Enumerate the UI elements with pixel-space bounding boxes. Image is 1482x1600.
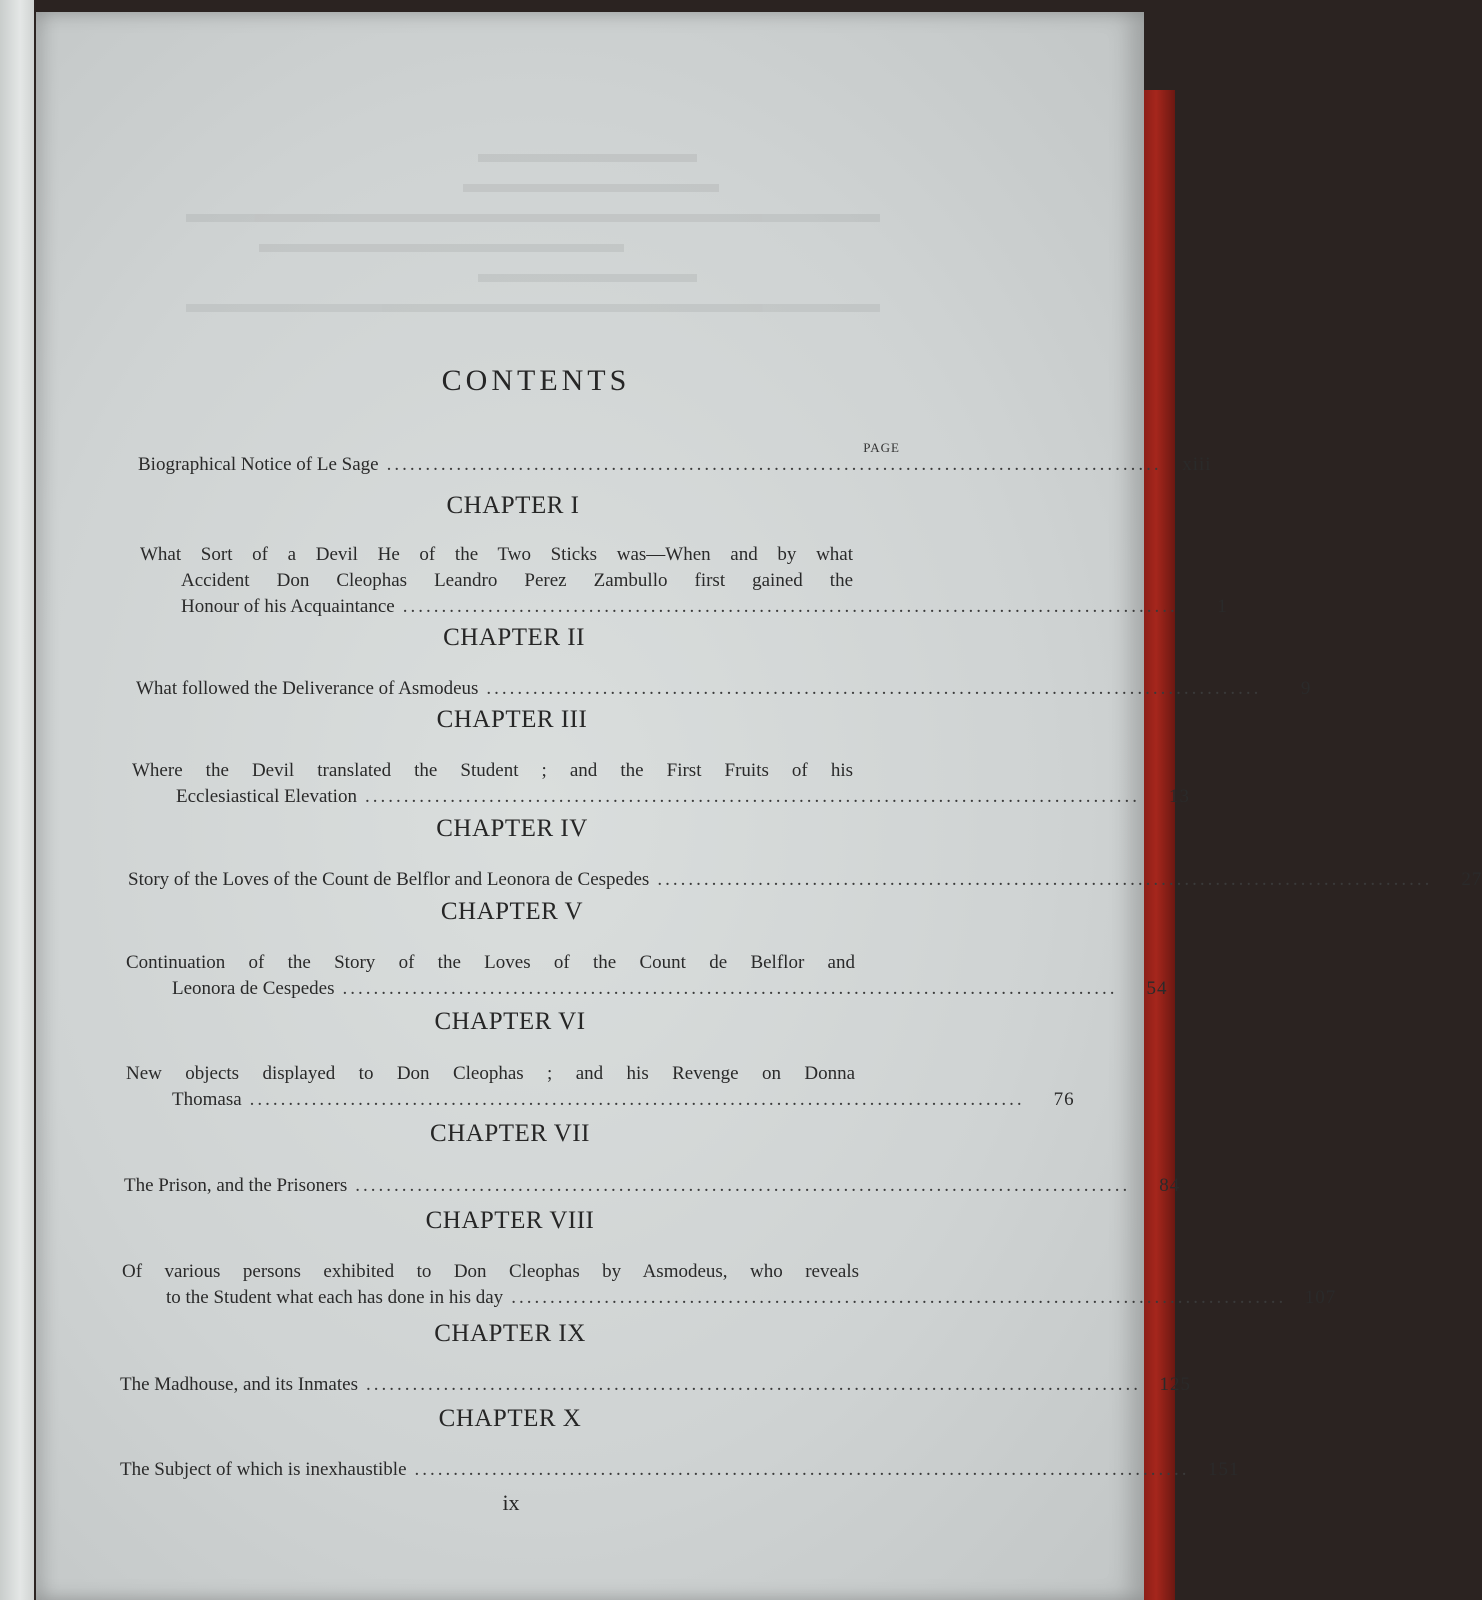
toc-entry-page: 151 — [1208, 1459, 1240, 1480]
page-title: CONTENTS — [441, 364, 631, 397]
leader-dots: .................................................................................................... — [657, 869, 1433, 890]
toc-entry-title: Leonora de Cespedes — [172, 978, 335, 999]
leader-dots: .................................................................................................... — [249, 1089, 1025, 1110]
chapter-heading: CHAPTER I — [446, 492, 580, 519]
leader-dots: .................................................................................................... — [365, 1374, 1141, 1395]
toc-entry-page: 9 — [1300, 678, 1312, 699]
page-column-label: PAGE — [863, 440, 900, 455]
facing-page-edge — [0, 0, 34, 1600]
toc-entry-title: to the Student what each has done in his day — [166, 1287, 504, 1308]
toc-entry-title: Honour of his Acquaintance — [181, 596, 395, 617]
toc-entry-title: Biographical Notice of Le Sage — [138, 454, 379, 475]
leader-dots: .................................................................................................... — [364, 786, 1140, 807]
toc-entry-line: Continuation of the Story of the Loves of the Count de Belflor and — [126, 952, 855, 973]
toc-entry-page: xiii — [1182, 454, 1212, 475]
contents-body — [36, 12, 1482, 1600]
chapter-heading: CHAPTER V — [440, 898, 584, 925]
chapter-heading: CHAPTER III — [436, 706, 588, 733]
toc-entry-line: Accident Don Cleophas Leandro Perez Zambullo first gained the — [181, 570, 853, 591]
leader-dots: .................................................................................................... — [486, 678, 1262, 699]
leader-dots: .................................................................................................... — [386, 454, 1162, 475]
leader-dots: .................................................................................................... — [402, 596, 1178, 617]
toc-entry-page: 84 — [1159, 1175, 1181, 1196]
chapter-heading: CHAPTER IV — [436, 815, 588, 842]
leader-dots: .................................................................................................... — [414, 1459, 1190, 1480]
toc-entry-line: Where the Devil translated the Student ; and the First Fruits of his — [132, 760, 853, 781]
toc-entry[interactable] — [172, 1087, 1075, 1113]
toc-entry-title: Ecclesiastical Elevation — [176, 786, 357, 807]
chapter-heading: CHAPTER IX — [434, 1320, 586, 1347]
chapter-heading: CHAPTER VII — [430, 1120, 590, 1147]
toc-entry[interactable] — [138, 452, 1212, 478]
contents-page — [36, 12, 1482, 1600]
toc-entry[interactable] — [136, 676, 1312, 702]
toc-entry[interactable] — [176, 784, 1190, 810]
toc-entry-page: 107 — [1304, 1287, 1337, 1308]
chapter-heading: CHAPTER X — [438, 1405, 582, 1432]
toc-entry-title: The Madhouse, and its Inmates — [120, 1374, 358, 1395]
toc-entry[interactable] — [181, 594, 1228, 620]
toc-entry[interactable] — [124, 1173, 1181, 1199]
toc-entry[interactable] — [166, 1285, 1337, 1311]
toc-entry-line: New objects displayed to Don Cleophas ; and his Revenge on Donna — [126, 1063, 855, 1084]
leader-dots: .................................................................................................... — [342, 978, 1118, 999]
chapter-heading: CHAPTER VIII — [425, 1207, 595, 1234]
toc-entry[interactable] — [120, 1372, 1191, 1398]
leader-dots: .................................................................................................... — [511, 1287, 1287, 1308]
toc-entry-page: 125 — [1159, 1374, 1191, 1395]
toc-entry-line: What Sort of a Devil He of the Two Sticks was—When and by what — [140, 544, 853, 565]
page-number: ix — [502, 1490, 520, 1515]
chapter-heading: CHAPTER II — [443, 624, 585, 651]
toc-entry-page: 54 — [1146, 978, 1168, 999]
toc-entry[interactable] — [120, 1457, 1240, 1483]
toc-entry-title: Thomasa — [172, 1089, 242, 1110]
toc-entry-title: The Subject of which is inexhaustible — [120, 1459, 407, 1480]
toc-entry[interactable] — [172, 976, 1168, 1002]
toc-entry-title: What followed the Deliverance of Asmodeus — [136, 678, 479, 699]
toc-entry-page: 76 — [1053, 1089, 1075, 1110]
toc-entry-page: 13 — [1168, 786, 1190, 807]
toc-entry[interactable] — [128, 867, 1482, 893]
toc-entry-title: The Prison, and the Prisoners — [124, 1175, 348, 1196]
leader-dots: .................................................................................................... — [355, 1175, 1131, 1196]
toc-entry-title: Story of the Loves of the Count de Belflor and Leonora de Cespedes — [128, 869, 650, 890]
toc-entry-page: 27 — [1461, 869, 1482, 890]
toc-entry-line: Of various persons exhibited to Don Cleophas by Asmodeus, who reveals — [122, 1261, 859, 1282]
chapter-heading: CHAPTER VI — [434, 1008, 586, 1035]
toc-entry-page: 1 — [1217, 596, 1228, 617]
